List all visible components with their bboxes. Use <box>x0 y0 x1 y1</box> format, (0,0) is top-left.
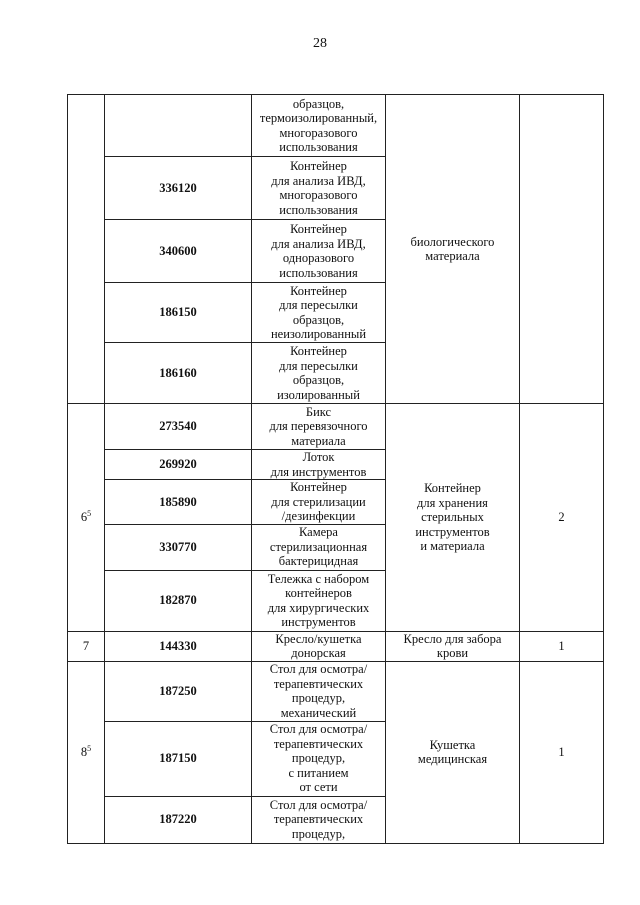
description-cell: Стол для осмотра/ терапевтических процедур, с питанием от сети <box>252 721 386 796</box>
code-cell: 187250 <box>105 661 252 721</box>
description-cell: Стол для осмотра/ терапевтических процедур, механический <box>252 661 386 721</box>
row-number-cell: 7 <box>68 631 105 661</box>
description-cell: Лоток для инструментов <box>252 450 386 480</box>
description-cell: Кресло/кушетка донорская <box>252 631 386 661</box>
group-name-cell: Кушетка медицинская <box>386 661 520 843</box>
quantity-cell: 1 <box>520 661 604 843</box>
group-name-cell: Контейнер для хранения стерильных инструментов и материала <box>386 404 520 632</box>
description-cell: Контейнер для стерилизации /дезинфекции <box>252 480 386 525</box>
description-cell: Контейнер для пересылки образцов, неизолированный <box>252 283 386 343</box>
description-cell: Контейнер для пересылки образцов, изолированный <box>252 343 386 404</box>
page-number: 28 <box>313 36 327 51</box>
quantity-cell <box>520 95 604 404</box>
code-cell: 182870 <box>105 570 252 631</box>
code-cell <box>105 95 252 157</box>
code-cell: 187220 <box>105 796 252 843</box>
quantity-cell: 1 <box>520 631 604 661</box>
code-cell: 186160 <box>105 343 252 404</box>
row-number-cell: $8^5$ <box>68 661 105 843</box>
table-row <box>68 404 604 450</box>
row-number-cell: $6^5$ <box>68 404 105 632</box>
code-cell: 330770 <box>105 524 252 570</box>
equipment-table <box>67 94 604 844</box>
description-cell: Тележка с набором контейнеров для хирургических инструментов <box>252 570 386 631</box>
group-name-cell: Кресло для забора крови <box>386 631 520 661</box>
row-number-cell <box>68 95 105 404</box>
description-cell: Камера стерилизационная бактерицидная <box>252 524 386 570</box>
description-cell: Контейнер для анализа ИВД, многоразового использования <box>252 157 386 220</box>
code-cell: 269920 <box>105 450 252 480</box>
table-row <box>68 631 604 661</box>
description-cell: образцов, термоизолированный, многоразового использования <box>252 95 386 157</box>
description-cell: Контейнер для анализа ИВД, одноразового использования <box>252 220 386 283</box>
code-cell: 185890 <box>105 480 252 525</box>
code-cell: 144330 <box>105 631 252 661</box>
group-name-cell: биологического материала <box>386 95 520 404</box>
code-cell: 273540 <box>105 404 252 450</box>
code-cell: 336120 <box>105 157 252 220</box>
code-cell: 186150 <box>105 283 252 343</box>
table-row <box>68 95 604 157</box>
code-cell: 187150 <box>105 721 252 796</box>
table-row <box>68 661 604 721</box>
quantity-cell: 2 <box>520 404 604 632</box>
description-cell: Бикс для перевязочного материала <box>252 404 386 450</box>
code-cell: 340600 <box>105 220 252 283</box>
description-cell: Стол для осмотра/ терапевтических процедур, <box>252 796 386 843</box>
